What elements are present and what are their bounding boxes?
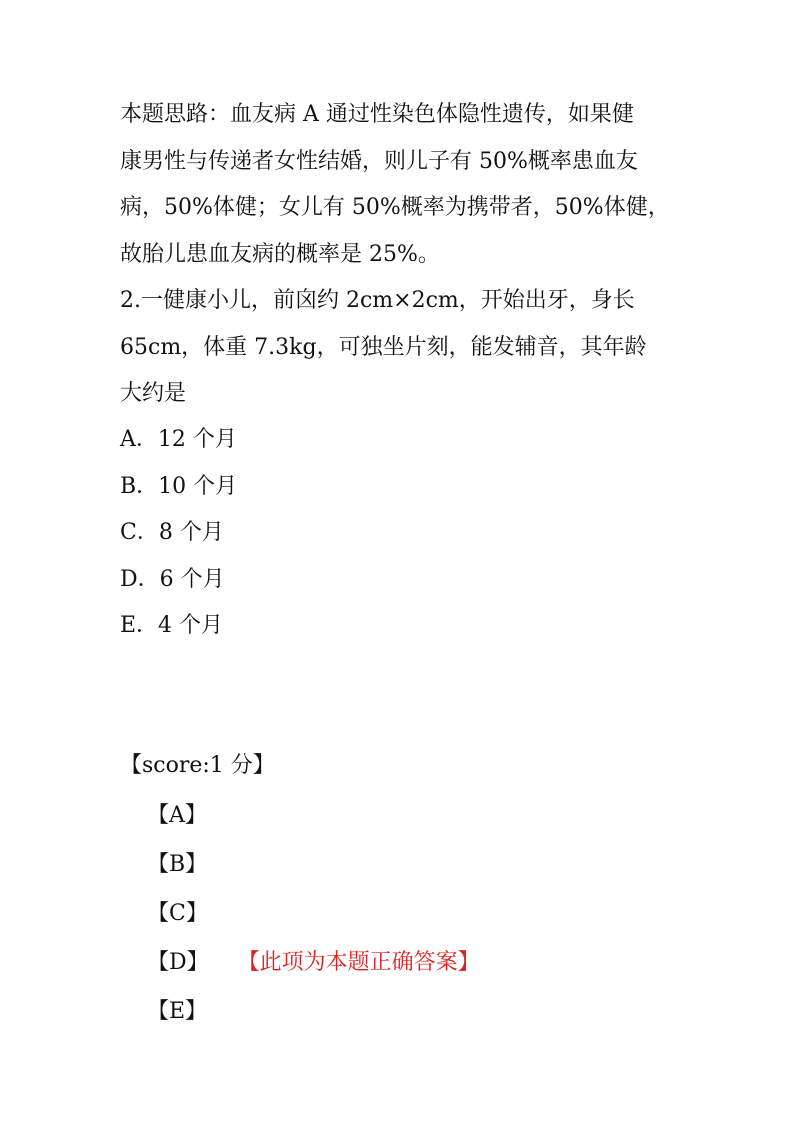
score-label: 【score:1 分】 — [120, 753, 275, 778]
answer-label: 【B】 — [147, 852, 208, 877]
option-b: B．10 个月 — [120, 473, 238, 499]
explanation-paragraph — [120, 92, 680, 278]
explanation-line: 病，50%体健；女儿有 50%概率为携带者，50%体健， — [120, 195, 670, 220]
answer-label: 【C】 — [147, 901, 208, 926]
option-c: C．8 个月 — [120, 520, 224, 545]
answer-row-a — [147, 791, 480, 840]
option-list — [120, 417, 237, 650]
answer-label: 【A】 — [147, 803, 207, 828]
answer-row-e — [147, 987, 480, 1036]
option-a: A．12 个月 — [120, 427, 237, 452]
answer-label: 【D】 — [147, 950, 209, 975]
question-stem — [120, 278, 680, 418]
explanation-line: 本题思路：血友病 A 通过性染色体隐性遗传，如果健 — [120, 102, 634, 127]
explanation-line: 故胎儿患血友病的概率是 25%。 — [120, 241, 440, 267]
answer-row-b — [147, 840, 480, 889]
explanation-line: 康男性与传递者女性结婚，则儿子有 50%概率患血友 — [120, 148, 638, 174]
option-e: E．4 个月 — [120, 613, 224, 638]
question-line: 2.一健康小儿，前囟约 2cm×2cm，开始出牙，身长 — [120, 288, 635, 313]
answer-row-d — [147, 938, 480, 987]
option-d: D．6 个月 — [120, 566, 225, 592]
question-line: 大约是 — [120, 381, 187, 406]
correct-answer-mark: 【此项为本题正确答案】 — [248, 950, 480, 975]
answer-row-c — [147, 889, 480, 938]
question-line: 65cm，体重 7.3kg，可独坐片刻，能发辅音，其年龄 — [120, 334, 647, 360]
answer-list — [147, 791, 480, 1036]
answer-label: 【E】 — [147, 999, 208, 1024]
